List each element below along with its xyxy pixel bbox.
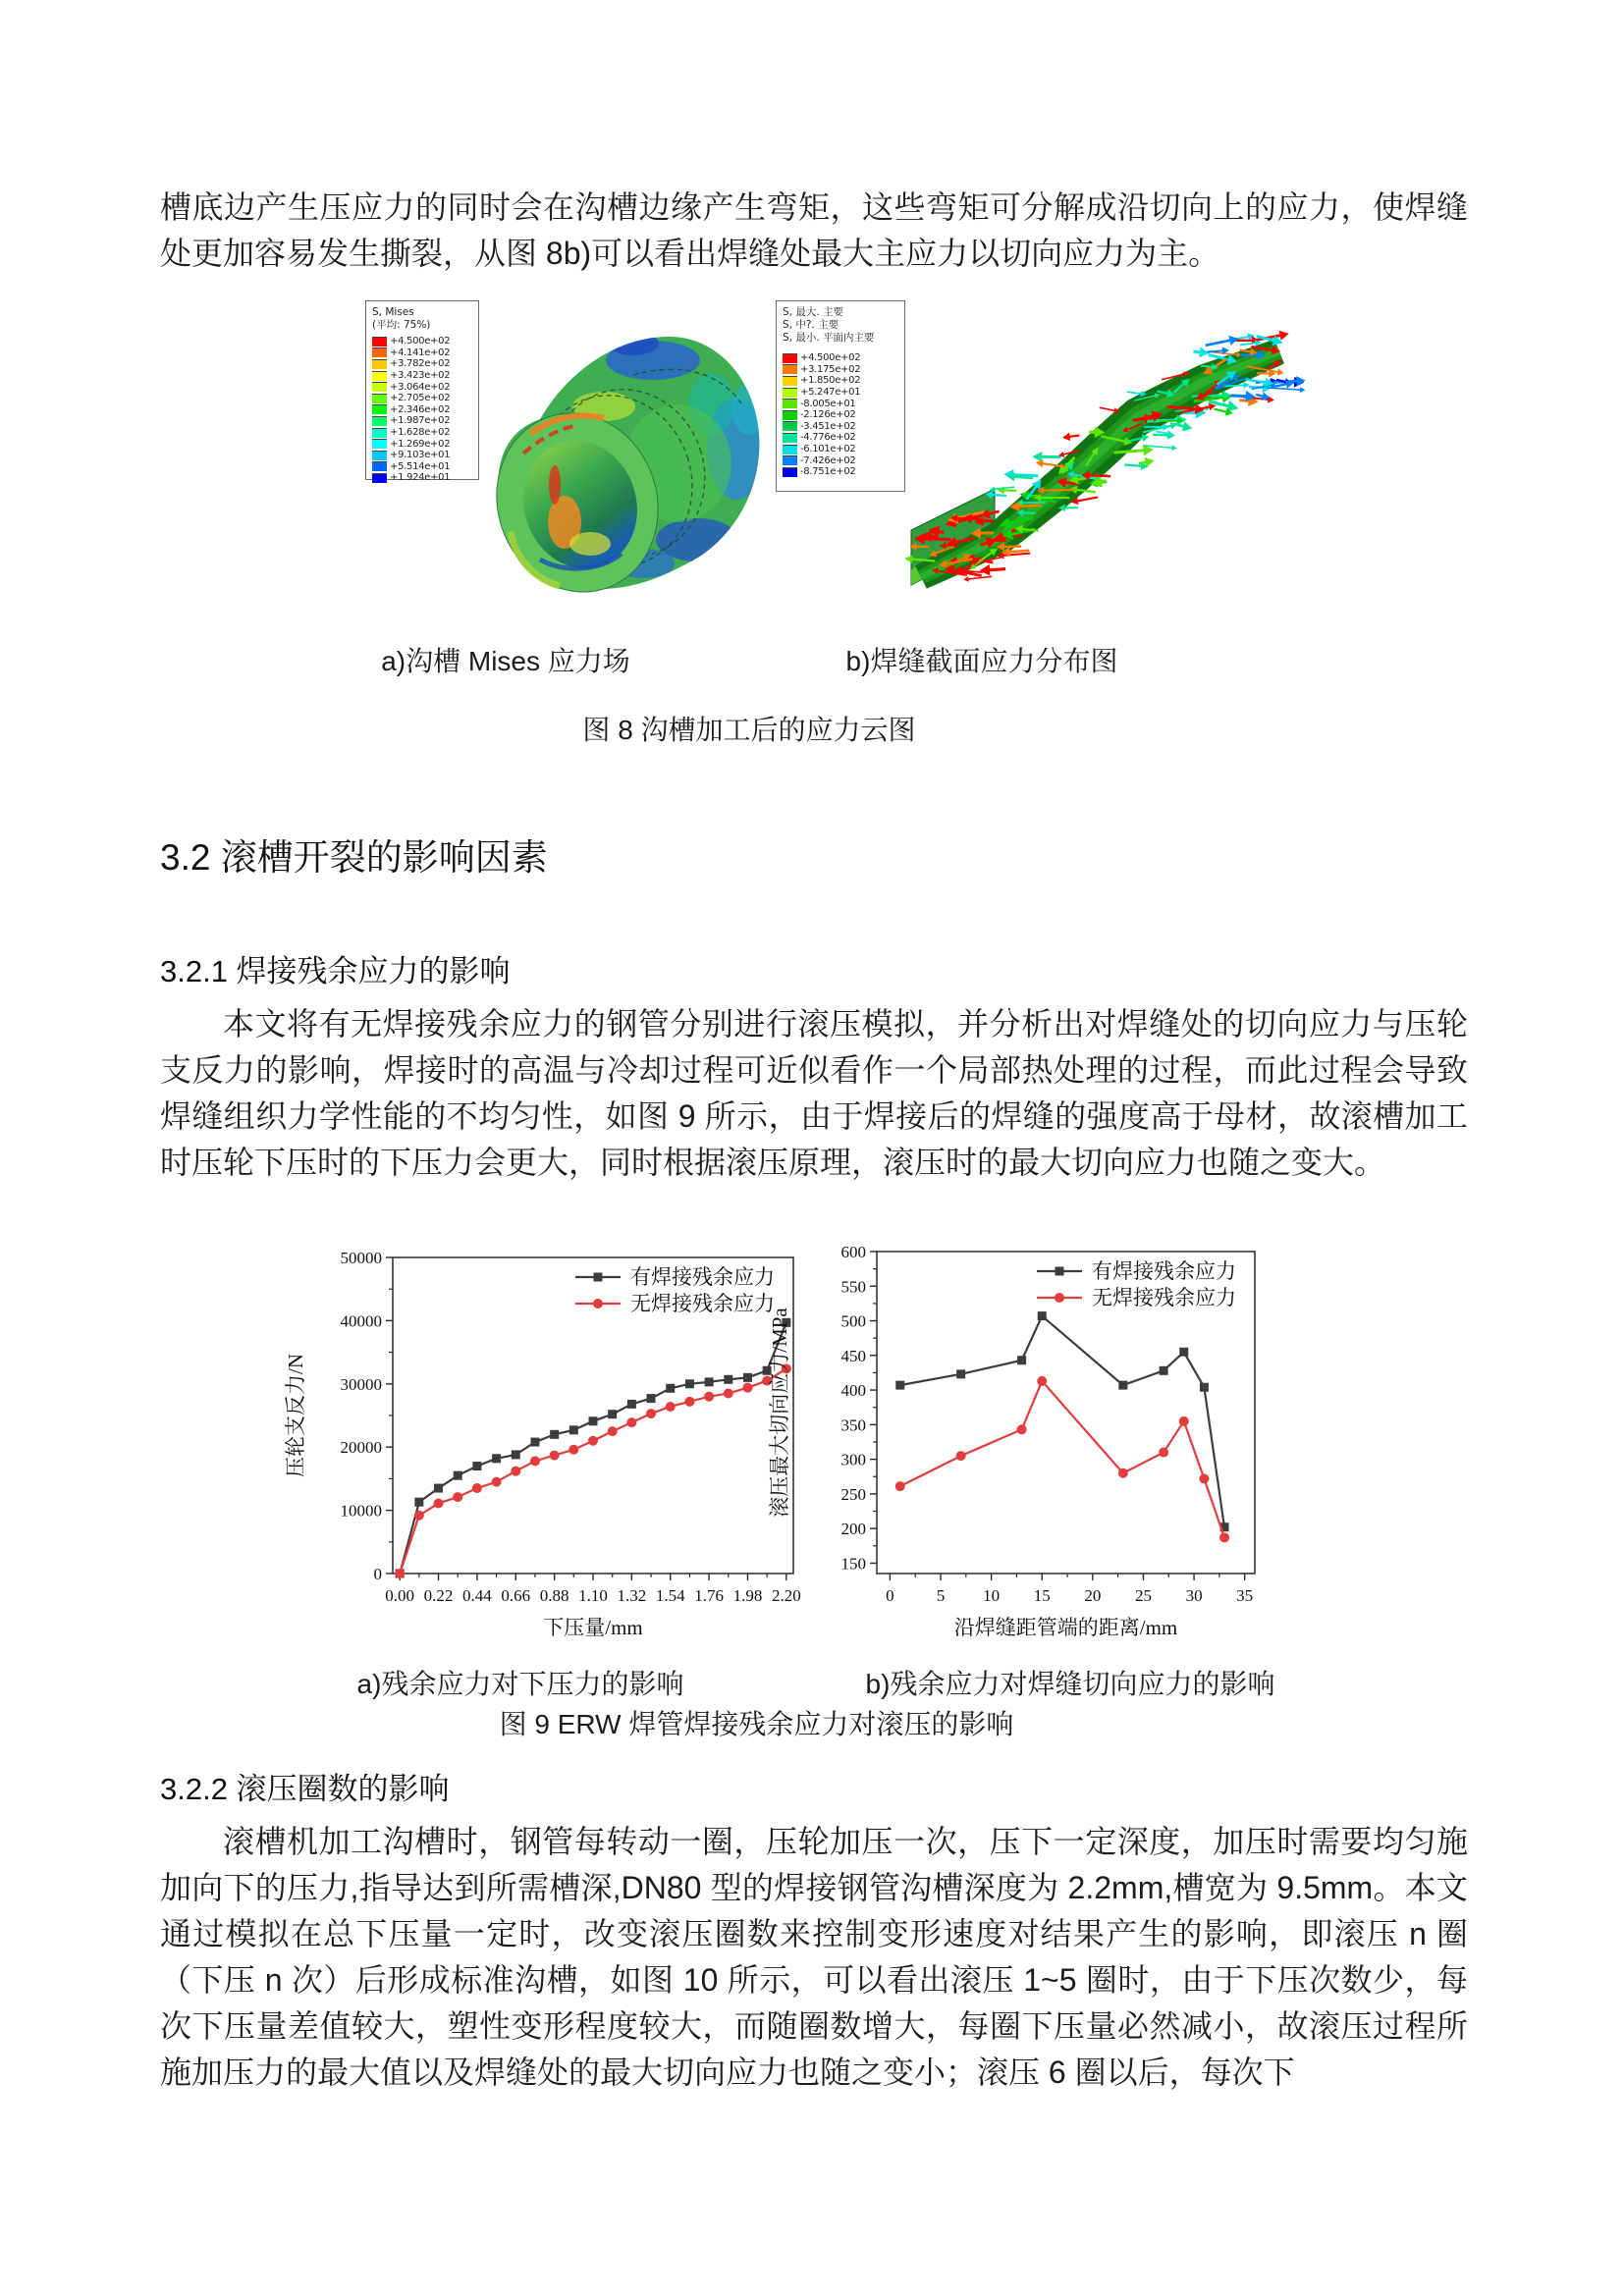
svg-text:450: 450 xyxy=(840,1346,866,1365)
paragraph-intro: 槽底边产生压应力的同时会在沟槽边缘产生弯矩，这些弯矩可分解成沿切向上的应力，使焊缝处更加容易发生撕裂，从图 8b)可以看出焊缝处最大主应力以切向应力为主。 xyxy=(160,189,1468,271)
legend-scale-value: +3.175e+02 xyxy=(800,363,861,375)
svg-text:550: 550 xyxy=(840,1277,866,1297)
legend-color-chip xyxy=(372,394,387,403)
svg-text:0.88: 0.88 xyxy=(539,1586,569,1605)
legend-scale-row xyxy=(783,375,900,387)
svg-text:1.98: 1.98 xyxy=(732,1586,763,1605)
section-heading-3-2-2: 3.2.2 滚压圈数的影响 xyxy=(160,1772,450,1806)
legend-color-chip xyxy=(372,359,387,369)
section-heading-3-2: 3.2 滚槽开裂的影响因素 xyxy=(160,837,548,878)
legend-scale-value: +3.782e+02 xyxy=(390,358,451,370)
legend-color-chip xyxy=(372,428,387,438)
svg-text:10000: 10000 xyxy=(340,1501,382,1521)
legend-scale-row xyxy=(783,364,900,376)
legend-scale-value: +2.705e+02 xyxy=(390,393,451,404)
svg-text:350: 350 xyxy=(840,1415,866,1435)
svg-text:沿焊缝距管端的距离/mm: 沿焊缝距管端的距离/mm xyxy=(953,1616,1178,1639)
svg-text:0.00: 0.00 xyxy=(385,1586,415,1605)
svg-text:400: 400 xyxy=(840,1381,866,1401)
svg-text:20: 20 xyxy=(1084,1586,1102,1605)
legend-color-chip xyxy=(372,473,387,483)
legend-scale-value: +3.064e+02 xyxy=(390,381,451,393)
legend-scale-row xyxy=(372,370,474,382)
legend-scale-value: +5.247e+01 xyxy=(800,387,861,399)
svg-text:1.54: 1.54 xyxy=(655,1586,685,1605)
legend-scale-value: +4.500e+02 xyxy=(800,352,861,364)
svg-text:15: 15 xyxy=(1033,1586,1051,1605)
legend-scale-value: +4.500e+02 xyxy=(390,336,451,347)
figure9-caption-b: b)残余应力对焊缝切向应力的影响 xyxy=(865,1669,1275,1699)
legend-scale-value: -2.126e+02 xyxy=(800,409,856,421)
svg-text:1.32: 1.32 xyxy=(617,1586,647,1605)
figure8-caption-a: a)沟槽 Mises 应力场 xyxy=(381,646,630,676)
svg-text:10: 10 xyxy=(983,1586,1001,1605)
principal-stress-legend xyxy=(776,300,905,492)
legend-scale-row xyxy=(783,352,900,364)
svg-text:250: 250 xyxy=(840,1484,866,1504)
legend-scale-value: +3.423e+02 xyxy=(390,370,451,382)
paragraph-3-2-2: 滚槽机加工沟槽时，钢管每转动一圈，压轮加压一次，压下一定深度，加压时需要均匀施加向下的压力,指导达到所需槽深,DN80 型的焊接钢管沟槽深度为 2.2mm,槽宽为 9.5mm。本文通过模拟在总下压量一定时，改变滚压圈数来控制变形速度对结果产生的影响，即滚压 n 圈（下压 n 次）后形成标准沟槽，如图 10 所示，可以看出滚压 1~5 圈时，由于下压次数少，每次下压量差值较大，塑性变形程度较大，而随圈数增大，每圈下压量必然减小，故滚压过程所施加压力的最大值以及焊缝处的最大切向应力也随之变小；滚压 6 圈以后，每次下 xyxy=(160,1824,1468,2090)
legend-scale-row xyxy=(783,454,900,466)
svg-text:300: 300 xyxy=(840,1450,866,1469)
legend-scale-row xyxy=(372,461,474,473)
legend-scale-value: -3.451e+02 xyxy=(800,420,856,432)
legend-color-chip xyxy=(783,388,797,398)
legend-scale-row xyxy=(372,427,474,439)
svg-text:40000: 40000 xyxy=(340,1311,382,1331)
legend-scale-value: +9.103e+01 xyxy=(390,450,451,461)
legend-color-chip xyxy=(783,399,797,408)
legend-scale-row xyxy=(783,387,900,399)
legend-scale-row xyxy=(372,381,474,393)
principal-legend-line3: S, 最小. 平面内主要 xyxy=(783,332,875,344)
legend-color-chip xyxy=(783,445,797,454)
principal-legend-line1: S, 最大. 主要 xyxy=(783,306,844,318)
figure9-caption: 图 9 ERW 焊管焊接残余应力对滚压的影响 xyxy=(499,1709,1014,1739)
svg-text:0: 0 xyxy=(373,1565,382,1583)
svg-text:2.20: 2.20 xyxy=(771,1586,801,1605)
legend-color-chip xyxy=(783,410,797,420)
legend-color-chip xyxy=(372,371,387,381)
legend-scale-row xyxy=(372,336,474,347)
section-heading-3-2-1: 3.2.1 焊接残余应力的影响 xyxy=(160,954,511,988)
legend-color-chip xyxy=(372,461,387,471)
mises-legend-scale xyxy=(372,336,474,484)
legend-scale-row xyxy=(783,421,900,433)
legend-scale-row xyxy=(783,409,900,421)
svg-text:0.22: 0.22 xyxy=(423,1586,454,1605)
legend-scale-value: +1.987e+02 xyxy=(390,415,451,427)
legend-color-chip xyxy=(783,376,797,386)
svg-text:1.76: 1.76 xyxy=(694,1586,724,1605)
svg-text:压轮支反力/N: 压轮支反力/N xyxy=(284,1354,307,1477)
legend-color-chip xyxy=(372,451,387,460)
legend-color-chip xyxy=(372,416,387,426)
legend-scale-row xyxy=(783,398,900,409)
legend-color-chip xyxy=(783,455,797,465)
svg-text:50000: 50000 xyxy=(340,1249,382,1267)
svg-text:20000: 20000 xyxy=(340,1438,382,1458)
legend-color-chip xyxy=(372,439,387,449)
principal-legend-scale xyxy=(783,352,900,478)
svg-text:滚压最大切向应力/MPa: 滚压最大切向应力/MPa xyxy=(768,1308,791,1518)
legend-scale-value: -7.426e+02 xyxy=(800,454,856,466)
legend-color-chip xyxy=(783,433,797,443)
svg-text:5: 5 xyxy=(936,1586,946,1605)
legend-scale-row xyxy=(372,415,474,427)
svg-text:0.66: 0.66 xyxy=(501,1586,531,1605)
figure9-caption-a: a)残余应力对下压力的影响 xyxy=(356,1669,684,1699)
svg-text:无焊接残余应力: 无焊接残余应力 xyxy=(630,1292,775,1315)
legend-scale-value: +1.924e+01 xyxy=(390,472,451,484)
legend-scale-row xyxy=(372,472,474,484)
svg-text:有焊接残余应力: 有焊接残余应力 xyxy=(630,1265,775,1289)
svg-text:25: 25 xyxy=(1134,1586,1152,1605)
svg-text:有焊接残余应力: 有焊接残余应力 xyxy=(1092,1259,1236,1283)
mises-legend-title: S, Mises xyxy=(372,306,414,318)
legend-scale-row xyxy=(372,404,474,416)
legend-scale-row xyxy=(372,393,474,404)
legend-scale-value: -4.776e+02 xyxy=(800,432,856,444)
legend-scale-value: +1.269e+02 xyxy=(390,438,451,450)
legend-scale-row xyxy=(372,358,474,370)
legend-scale-value: +2.346e+02 xyxy=(390,403,451,415)
svg-text:30000: 30000 xyxy=(340,1374,382,1394)
legend-color-chip xyxy=(783,364,797,374)
svg-text:30: 30 xyxy=(1185,1586,1203,1605)
legend-scale-row xyxy=(372,438,474,450)
weld-section-vector-plot xyxy=(892,294,1304,607)
legend-color-chip xyxy=(372,382,387,392)
legend-scale-row xyxy=(372,450,474,461)
legend-color-chip xyxy=(372,337,387,347)
legend-scale-row xyxy=(783,444,900,455)
legend-scale-row xyxy=(783,432,900,444)
legend-color-chip xyxy=(783,421,797,431)
legend-color-chip xyxy=(783,467,797,477)
legend-color-chip xyxy=(783,353,797,363)
svg-text:200: 200 xyxy=(840,1520,866,1539)
legend-scale-row xyxy=(372,347,474,359)
legend-color-chip xyxy=(372,347,387,357)
legend-scale-value: +5.514e+01 xyxy=(390,460,451,472)
svg-text:1.10: 1.10 xyxy=(578,1586,608,1605)
svg-text:35: 35 xyxy=(1236,1586,1254,1605)
mises-stress-legend xyxy=(365,300,479,484)
legend-scale-value: +1.850e+02 xyxy=(800,375,861,387)
svg-text:500: 500 xyxy=(840,1311,866,1331)
principal-legend-line2: S, 中?. 主要 xyxy=(783,319,839,331)
svg-text:下压量/mm: 下压量/mm xyxy=(543,1616,643,1639)
legend-scale-value: -6.101e+02 xyxy=(800,444,856,455)
legend-scale-value: -8.005e+01 xyxy=(800,398,856,409)
figure8-caption-b: b)焊缝截面应力分布图 xyxy=(845,646,1118,676)
svg-text:无焊接残余应力: 无焊接残余应力 xyxy=(1092,1286,1236,1309)
figure8-caption: 图 8 沟槽加工后的应力云图 xyxy=(582,715,916,745)
chart-reaction-force xyxy=(260,1236,810,1638)
svg-text:0: 0 xyxy=(886,1586,894,1605)
svg-text:150: 150 xyxy=(840,1554,866,1574)
pipe-mises-contour-plot xyxy=(486,316,766,606)
svg-text:0.44: 0.44 xyxy=(462,1586,492,1605)
legend-color-chip xyxy=(372,404,387,414)
legend-scale-value: -8.751e+02 xyxy=(800,466,856,478)
legend-scale-row xyxy=(783,466,900,478)
mises-legend-subtitle: (平均: 75%) xyxy=(372,319,431,331)
legend-scale-value: +1.628e+02 xyxy=(390,427,451,439)
svg-text:600: 600 xyxy=(840,1243,866,1261)
legend-scale-value: +4.141e+02 xyxy=(390,347,451,358)
paragraph-3-2-1: 本文将有无焊接残余应力的钢管分别进行滚压模拟，并分析出对焊缝处的切向应力与压轮支反力的影响，焊接时的高温与冷却过程可近似看作一个局部热处理的过程，而此过程会导致焊缝组织力学性能的不均匀性，如图 9 所示，由于焊接后的焊缝的强度高于母材，故滚槽加工时压轮下压时的下压力会更大，同时根据滚压原理，滚压时的最大切向应力也随之变大。 xyxy=(160,1006,1468,1180)
